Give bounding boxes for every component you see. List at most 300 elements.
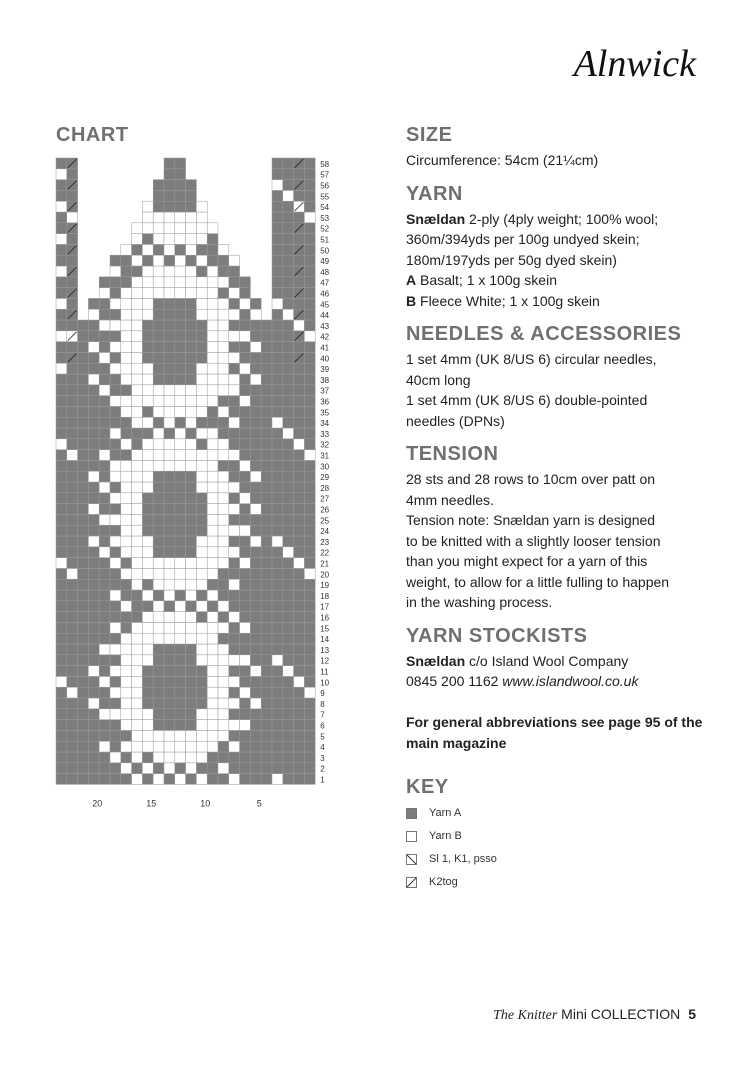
chart-cell <box>110 763 121 774</box>
chart-cell <box>207 342 218 353</box>
chart-cell <box>261 525 272 536</box>
row-number: 16 <box>320 613 330 623</box>
chart-cell <box>283 417 294 428</box>
row-number: 33 <box>320 429 330 439</box>
chart-cell <box>207 493 218 504</box>
chart-cell <box>56 493 67 504</box>
chart-cell <box>121 655 132 666</box>
chart-cell <box>153 309 164 320</box>
chart-cell <box>304 298 315 309</box>
chart-cell <box>110 633 121 644</box>
chart-cell <box>88 342 99 353</box>
chart-cell <box>229 676 240 687</box>
chart-cell <box>240 774 251 785</box>
chart-cell <box>272 536 283 547</box>
chart-cell <box>304 428 315 439</box>
chart-cell <box>240 385 251 396</box>
chart-cell <box>164 579 175 590</box>
chart-cell <box>240 363 251 374</box>
needles-line: needles (DPNs) <box>406 412 505 429</box>
chart-cell <box>78 612 89 623</box>
chart-cell <box>88 763 99 774</box>
chart-cell <box>196 428 207 439</box>
chart-cell <box>304 471 315 482</box>
row-number: 38 <box>320 375 330 385</box>
chart-cell <box>56 460 67 471</box>
chart-cell <box>88 439 99 450</box>
chart-cell <box>218 352 229 363</box>
chart-cell <box>229 331 240 342</box>
chart-cell <box>142 579 153 590</box>
chart-cell <box>294 385 305 396</box>
chart-cell <box>164 687 175 698</box>
yarn-section <box>406 183 706 312</box>
chart-cell <box>121 730 132 741</box>
chart-cell <box>272 169 283 180</box>
chart-cell <box>99 298 110 309</box>
chart-cell <box>132 288 143 299</box>
chart-cell <box>186 439 197 450</box>
chart-cell <box>186 309 197 320</box>
row-number: 29 <box>320 473 330 483</box>
chart-cell <box>283 590 294 601</box>
chart-cell <box>294 730 305 741</box>
chart-cell <box>283 687 294 698</box>
row-number: 8 <box>320 699 325 709</box>
chart-cell <box>67 428 78 439</box>
chart-cell <box>229 612 240 623</box>
chart-cell <box>272 590 283 601</box>
row-number: 43 <box>320 321 330 331</box>
chart-cell <box>218 504 229 515</box>
chart-cell <box>196 525 207 536</box>
chart-cell <box>88 536 99 547</box>
chart-cell <box>142 212 153 223</box>
chart-cell <box>88 612 99 623</box>
chart-cell <box>88 363 99 374</box>
chart-cell <box>99 504 110 515</box>
chart-cell <box>121 417 132 428</box>
chart-cell <box>261 666 272 677</box>
chart-cell <box>153 352 164 363</box>
chart-cell <box>164 644 175 655</box>
chart-cell <box>229 352 240 363</box>
chart-cell <box>272 644 283 655</box>
chart-cell <box>164 741 175 752</box>
chart-cell <box>240 741 251 752</box>
chart-cell <box>56 255 67 266</box>
chart-cell <box>207 774 218 785</box>
chart-cell <box>153 223 164 234</box>
chart-cell <box>67 709 78 720</box>
chart-cell <box>186 622 197 633</box>
chart-cell <box>196 493 207 504</box>
chart-cell <box>250 730 261 741</box>
chart-cell <box>196 687 207 698</box>
chart-cell <box>153 763 164 774</box>
chart-cell <box>153 255 164 266</box>
chart-cell <box>175 169 186 180</box>
chart-cell <box>121 298 132 309</box>
chart-cell <box>283 288 294 299</box>
chart-cell <box>294 504 305 515</box>
row-number: 18 <box>320 591 330 601</box>
chart-cell <box>132 590 143 601</box>
chart-cell <box>272 234 283 245</box>
chart-cell <box>304 374 315 385</box>
chart-cell <box>283 547 294 558</box>
chart-cell <box>207 644 218 655</box>
chart-cell <box>304 460 315 471</box>
chart-cell <box>132 525 143 536</box>
chart-cell <box>164 342 175 353</box>
chart-cell <box>304 277 315 288</box>
chart-cell <box>121 352 132 363</box>
chart-cell <box>67 525 78 536</box>
chart-cell <box>164 331 175 342</box>
chart-cell <box>304 234 315 245</box>
chart-cell <box>142 536 153 547</box>
chart-cell <box>283 342 294 353</box>
chart-cell <box>207 417 218 428</box>
chart-cell <box>88 525 99 536</box>
chart-cell <box>272 288 283 299</box>
chart-cell <box>164 212 175 223</box>
chart-cell <box>132 687 143 698</box>
chart-cell <box>283 266 294 277</box>
chart-cell <box>304 730 315 741</box>
chart-cell <box>56 288 67 299</box>
chart-cell <box>153 331 164 342</box>
chart-cell <box>250 352 261 363</box>
chart-cell <box>207 558 218 569</box>
chart-cell <box>164 558 175 569</box>
chart-cell <box>142 374 153 385</box>
chart-cell <box>272 698 283 709</box>
chart-cell <box>110 277 121 288</box>
chart-cell <box>67 385 78 396</box>
chart-cell <box>218 320 229 331</box>
row-number: 51 <box>320 235 330 245</box>
chart-cell <box>229 558 240 569</box>
chart-cell <box>175 352 186 363</box>
chart-cell <box>207 633 218 644</box>
chart-cell <box>110 601 121 612</box>
chart-cell <box>99 536 110 547</box>
chart-cell <box>153 676 164 687</box>
chart-cell <box>164 720 175 731</box>
chart-cell <box>110 558 121 569</box>
chart-cell <box>218 536 229 547</box>
chart-cell <box>294 644 305 655</box>
chart-cell <box>240 568 251 579</box>
row-number: 2 <box>320 764 325 774</box>
chart-cell <box>240 482 251 493</box>
chart-cell <box>164 622 175 633</box>
chart-cell <box>186 774 197 785</box>
chart-cell <box>56 709 67 720</box>
chart-cell <box>175 212 186 223</box>
chart-cell <box>207 547 218 558</box>
row-number: 21 <box>320 559 330 569</box>
chart-cell <box>196 352 207 363</box>
chart-cell <box>196 244 207 255</box>
chart-cell <box>67 190 78 201</box>
chart-cell <box>78 460 89 471</box>
chart-cell <box>250 752 261 763</box>
chart-cell <box>207 741 218 752</box>
row-number: 7 <box>320 710 325 720</box>
chart-cell <box>56 547 67 558</box>
chart-cell <box>196 558 207 569</box>
chart-cell <box>132 471 143 482</box>
chart-cell <box>153 450 164 461</box>
chart-cell <box>153 320 164 331</box>
chart-cell <box>240 396 251 407</box>
abbreviations-note: For general abbreviations see page 95 of the main magazine <box>406 713 703 751</box>
yarn-b-swatch-icon <box>406 831 417 842</box>
chart-cell <box>175 223 186 234</box>
chart-cell <box>164 698 175 709</box>
chart-cell <box>164 201 175 212</box>
chart-cell <box>250 709 261 720</box>
chart-cell <box>272 180 283 191</box>
chart-cell <box>164 309 175 320</box>
chart-cell <box>272 622 283 633</box>
chart-cell <box>207 482 218 493</box>
chart-cell <box>240 752 251 763</box>
chart-cell <box>250 428 261 439</box>
chart-cell <box>294 720 305 731</box>
chart-cell <box>294 493 305 504</box>
chart-cell <box>272 212 283 223</box>
chart-cell <box>132 730 143 741</box>
chart-cell <box>294 633 305 644</box>
chart-cell <box>153 590 164 601</box>
chart-cell <box>304 601 315 612</box>
tension-line: weight, to allow for a little fulling to happen <box>406 573 670 590</box>
chart-cell <box>250 406 261 417</box>
chart-cell <box>88 676 99 687</box>
chart-cell <box>121 471 132 482</box>
chart-cell <box>110 536 121 547</box>
chart-cell <box>99 774 110 785</box>
chart-cell <box>153 201 164 212</box>
chart-cell <box>218 558 229 569</box>
chart-cell <box>142 460 153 471</box>
chart-cell <box>56 417 67 428</box>
chart-cell <box>186 655 197 666</box>
chart-cell <box>240 720 251 731</box>
chart-cell <box>56 439 67 450</box>
chart-cell <box>186 190 197 201</box>
chart-cell <box>88 374 99 385</box>
stockist-company: c/o Island Wool Company <box>465 652 629 669</box>
chart-cell <box>110 655 121 666</box>
chart-cell <box>78 601 89 612</box>
chart-cell <box>283 514 294 525</box>
chart-cell <box>175 720 186 731</box>
chart-cell <box>164 169 175 180</box>
chart-cell <box>121 277 132 288</box>
chart-cell <box>186 676 197 687</box>
chart-cell <box>99 331 110 342</box>
chart-cell <box>229 525 240 536</box>
chart-cell <box>186 428 197 439</box>
chart-cell <box>294 396 305 407</box>
chart-cell <box>207 277 218 288</box>
chart-cell <box>142 525 153 536</box>
chart-cell <box>56 223 67 234</box>
chart-cell <box>229 579 240 590</box>
chart-cell <box>67 320 78 331</box>
chart-cell <box>99 752 110 763</box>
chart-cell <box>229 482 240 493</box>
chart-cell <box>164 298 175 309</box>
chart-cell <box>250 666 261 677</box>
chart-cell <box>283 223 294 234</box>
chart-cell <box>142 493 153 504</box>
stockists-section <box>406 625 706 692</box>
chart-cell <box>110 612 121 623</box>
chart-cell <box>272 774 283 785</box>
chart-cell <box>196 255 207 266</box>
row-number: 11 <box>320 667 329 677</box>
chart-cell <box>142 763 153 774</box>
chart-cell <box>304 493 315 504</box>
chart-cell <box>229 342 240 353</box>
chart-cell <box>121 590 132 601</box>
chart-cell <box>196 579 207 590</box>
chart-cell <box>272 709 283 720</box>
chart-cell <box>67 482 78 493</box>
chart-cell <box>186 741 197 752</box>
chart-cell <box>67 169 78 180</box>
chart-cell <box>121 482 132 493</box>
chart-cell <box>304 558 315 569</box>
chart-cell <box>121 493 132 504</box>
chart-cell <box>207 579 218 590</box>
chart-cell <box>186 320 197 331</box>
chart-cell <box>99 698 110 709</box>
chart-cell <box>164 612 175 623</box>
chart-cell <box>294 568 305 579</box>
chart-cell <box>186 342 197 353</box>
chart-cell <box>153 579 164 590</box>
row-number: 9 <box>320 689 325 699</box>
chart-cell <box>88 514 99 525</box>
chart-cell <box>88 331 99 342</box>
chart-cell <box>196 288 207 299</box>
chart-cell <box>175 439 186 450</box>
chart-cell <box>88 741 99 752</box>
chart-cell <box>132 633 143 644</box>
yarn-desc: 2-ply (4ply weight; 100% wool; <box>465 210 659 227</box>
chart-cell <box>142 406 153 417</box>
chart-cell <box>196 709 207 720</box>
chart-cell <box>250 514 261 525</box>
chart-cell <box>175 471 186 482</box>
chart-cell <box>294 298 305 309</box>
chart-cell <box>207 374 218 385</box>
chart-cell <box>218 547 229 558</box>
chart-cell <box>175 774 186 785</box>
chart-cell <box>153 568 164 579</box>
chart-cell <box>67 763 78 774</box>
chart-cell <box>218 655 229 666</box>
chart-cell <box>294 547 305 558</box>
chart-cell <box>132 741 143 752</box>
row-number: 15 <box>320 624 330 634</box>
chart-cell <box>153 342 164 353</box>
chart-cell <box>304 309 315 320</box>
chart-cell <box>56 320 67 331</box>
chart-cell <box>294 417 305 428</box>
chart-cell <box>250 720 261 731</box>
chart-cell <box>99 525 110 536</box>
chart-cell <box>164 320 175 331</box>
chart-cell <box>99 666 110 677</box>
chart-cell <box>164 536 175 547</box>
chart-cell <box>175 460 186 471</box>
chart-cell <box>78 396 89 407</box>
chart-cell <box>121 255 132 266</box>
chart-cell <box>142 612 153 623</box>
chart-cell <box>229 374 240 385</box>
chart-cell <box>132 547 143 558</box>
chart-cell <box>283 774 294 785</box>
chart-cell <box>304 687 315 698</box>
chart-cell <box>56 180 67 191</box>
chart-cell <box>132 601 143 612</box>
chart-cell <box>250 558 261 569</box>
chart-cell <box>240 352 251 363</box>
chart-cell <box>240 471 251 482</box>
yarn-b-label: B <box>406 292 417 309</box>
row-number: 5 <box>320 732 325 742</box>
chart-cell <box>304 666 315 677</box>
chart-cell <box>186 568 197 579</box>
chart-cell <box>78 720 89 731</box>
chart-cell <box>121 547 132 558</box>
chart-cell <box>142 558 153 569</box>
chart-cell <box>240 450 251 461</box>
chart-cell <box>250 687 261 698</box>
chart-cell <box>56 698 67 709</box>
row-number: 58 <box>320 159 330 169</box>
chart-cell <box>164 676 175 687</box>
chart-cell <box>110 709 121 720</box>
chart-cell <box>110 320 121 331</box>
chart-cell <box>294 666 305 677</box>
chart-cell <box>250 320 261 331</box>
chart-cell <box>272 741 283 752</box>
chart-cell <box>304 352 315 363</box>
pattern-info-column <box>406 124 706 906</box>
chart-cell <box>186 558 197 569</box>
chart-cell <box>99 493 110 504</box>
chart-cell <box>110 471 121 482</box>
chart-cell <box>142 385 153 396</box>
chart-cell <box>78 525 89 536</box>
chart-cell <box>175 180 186 191</box>
chart-cell <box>175 266 186 277</box>
chart-cell <box>121 774 132 785</box>
chart-cell <box>110 342 121 353</box>
chart-cell <box>229 298 240 309</box>
row-number: 56 <box>320 181 330 191</box>
chart-cell <box>121 579 132 590</box>
